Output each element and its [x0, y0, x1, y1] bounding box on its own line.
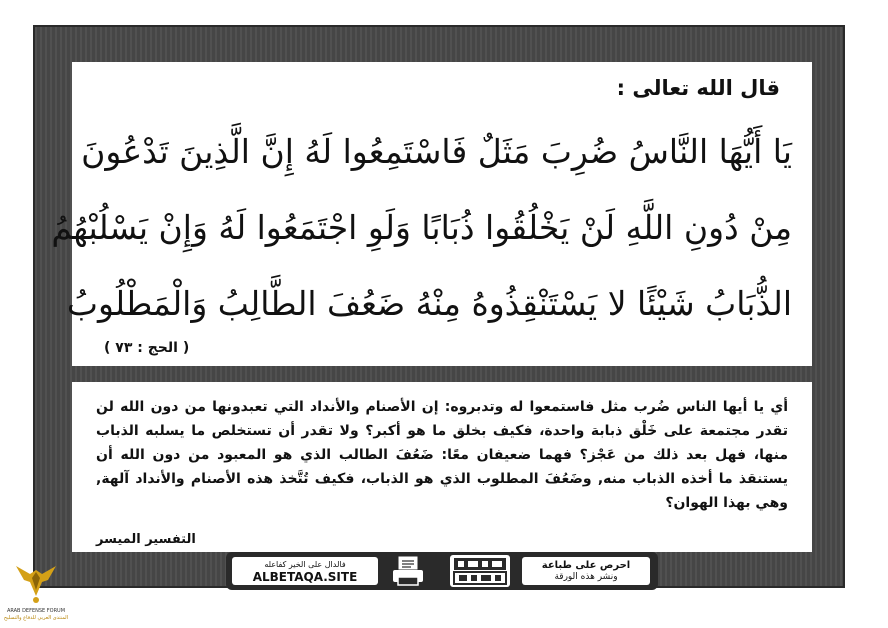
- print-appeal-line2: ونشر هذه الورقة: [554, 572, 618, 582]
- printer-icon: [388, 555, 428, 587]
- tafsir-panel: [72, 382, 812, 552]
- tafsir-source: التفسير الميسر: [96, 532, 196, 547]
- print-appeal-line1: احرص على طباعة: [541, 560, 631, 571]
- watermark-name-en: ARAB DEFENSE FORUM: [6, 608, 66, 614]
- footer-motto: فالدال على الخير كفاعله: [264, 560, 346, 569]
- tafsir-text: أي يا أيها الناس ضُرب مثل فاستمعوا له وتدبروه: إن الأصنام والأنداد التي تعبدونها من دون الله لن تقدر مجتمعة على خَلْق ذبابة واحدة، فكيف بخلق ما هو أكبر؟ ولا تقدر أن تستخلص ما يسلبه الذباب منها، فهل بعد ذلك من عَجْز؟ فهما ضعيفان معًا: ضَعُفَ الطالب الذي هو المعبود من دون الله أن يستنقذ ما أخذه الذباب منه, وضَعُفَ المطلوب الذي هو الذباب، فكيف تُتَّخذ هذه الأصنام والأنداد آلهة, وهي بهذا الهوان؟: [96, 399, 788, 511]
- watermark-name-ar: المنتدى العربي للدفاع والتسليح: [3, 615, 69, 621]
- footer-print-box: [522, 557, 650, 585]
- website-link[interactable]: ALBETAQA.SITE: [252, 570, 358, 584]
- magazine-logo: [450, 555, 510, 587]
- verse-lines: [51, 114, 792, 342]
- verse-line: مِنْ دُونِ اللَّهِ لَنْ يَخْلُقُوا ذُبَابًا وَلَوِ اجْتَمَعُوا لَهُ وَإِنْ يَسْلُبْهُمُ: [51, 208, 792, 247]
- watermark-logo: [0, 560, 72, 628]
- verse-title: قال الله تعالى :: [616, 76, 780, 100]
- verse-reference: ( الحج : ٧٣ ): [104, 340, 190, 356]
- verse-line: الذُّبَابُ شَيْئًا لا يَسْتَنْقِذُوهُ مِنْهُ ضَعُفَ الطَّالِبُ وَالْمَطْلُوبُ: [66, 284, 792, 323]
- footer-bar: [226, 552, 658, 590]
- footer-website-box: [232, 557, 378, 585]
- verse-line: يَا أَيُّهَا النَّاسُ ضُرِبَ مَثَلٌ فَاسْتَمِعُوا لَهُ إِنَّ الَّذِينَ تَدْعُونَ: [81, 132, 792, 171]
- verse-panel: [51, 62, 812, 366]
